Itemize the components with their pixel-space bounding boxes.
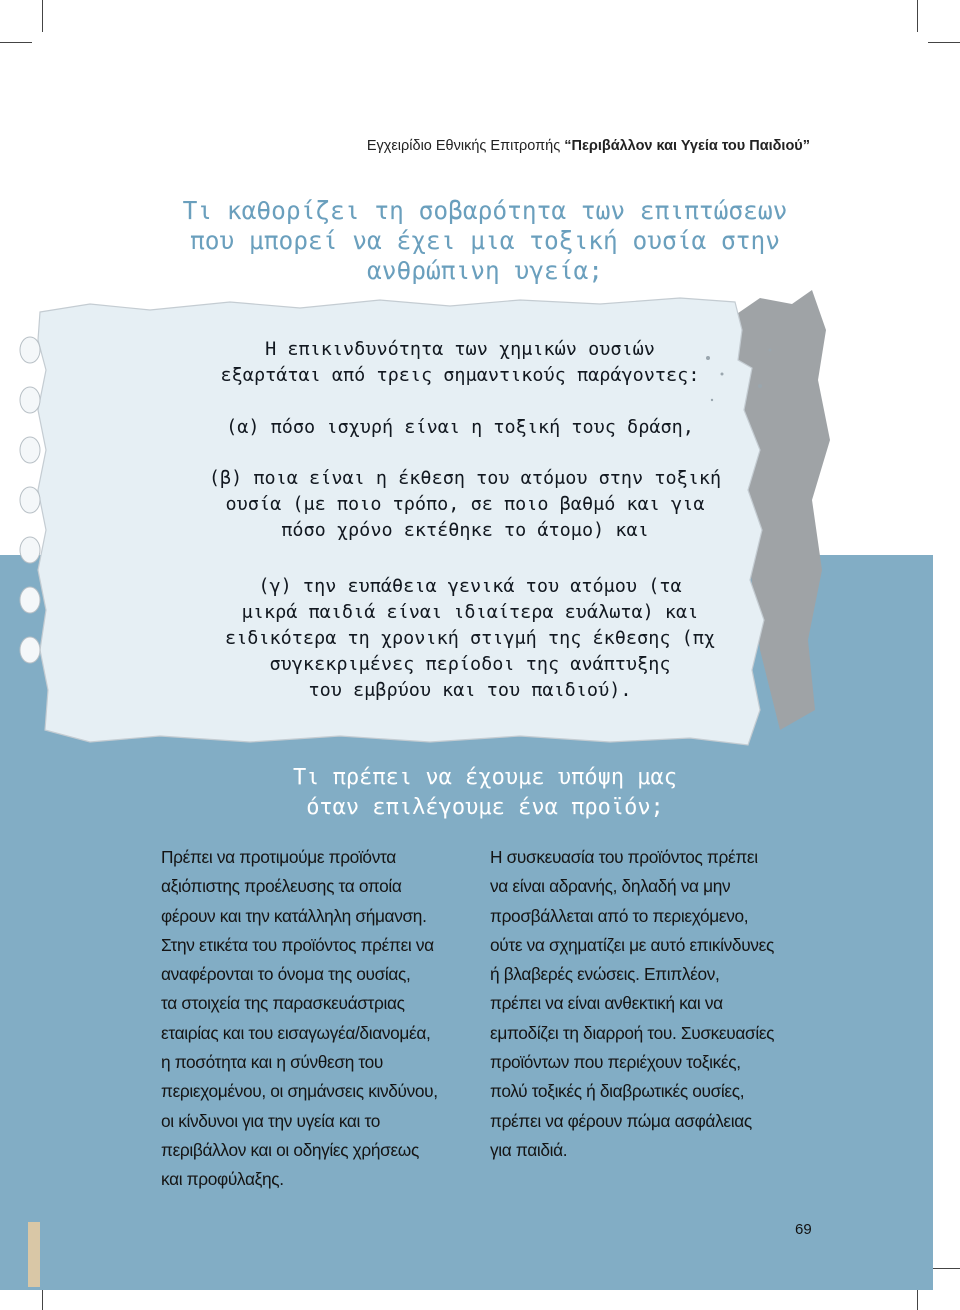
running-header-prefix: Εγχειρίδιο Εθνικής Επιτροπής bbox=[366, 138, 565, 154]
note-factor-b: (β) ποια είναι η έκθεση του ατόμου στην τοξική ουσία (με ποιο τρόπο, σε ποιο βαθμό και για πόσο χρόνο εκτέθηκε το άτομο) και bbox=[208, 468, 722, 541]
crop-mark bbox=[42, 0, 43, 32]
column-right: Η συσκευασία του προϊόντος πρέπει να είναι αδρανής, δηλαδή να μην προσβάλλεται από το περιεχόμενο, ούτε να σχηματίζει με αυτό επικίνδυνες ή βλαβερές ενώσεις. Επιπλέον, πρέπει να είναι ανθεκτική και να εμποδίζει τη διαρροή του. Συσκευασίες προϊόντων που περιέχουν τοξικές, πολύ τοξικές ή διαβρωτικές ουσίες, πρέπει να φέρουν πώμα ασφάλειας για παιδιά. bbox=[490, 847, 775, 1160]
crop-mark bbox=[0, 42, 32, 43]
note-factor-a: (α) πόσο ισχυρή είναι η τοξική τους δράση, bbox=[226, 417, 694, 438]
page-number: 69 bbox=[795, 1221, 812, 1238]
running-header bbox=[300, 138, 810, 154]
main-title: Τι καθορίζει τη σοβαρότητα των επιπτώσεων που μπορεί να έχει μια τοξική ουσία στην ανθρώπινη υγεία; bbox=[182, 196, 788, 285]
crop-mark bbox=[928, 42, 960, 43]
binding-holes bbox=[20, 337, 40, 663]
decorative-strip bbox=[28, 1222, 40, 1287]
note-factor-c: (γ) την ευπάθεια γενικά του ατόμου (τα μικρά παιδιά είναι ιδιαίτερα ευάλωτα) και ειδικότερα τη χρονική στιγμή της έκθεσης (πχ συγκεκριμένες περίοδοι της ανάπτυξης του εμβρύου και του παιδιού). bbox=[224, 576, 716, 701]
section-title: Τι πρέπει να έχουμε υπόψη μας όταν επιλέγουμε ένα προϊόν; bbox=[292, 765, 678, 820]
crop-mark bbox=[917, 0, 918, 32]
note-intro: Η επικινδυνότητα των χημικών ουσιών εξαρτάται από τρεις σημαντικούς παράγοντες: bbox=[220, 339, 700, 386]
column-left: Πρέπει να προτιμούμε προϊόντα αξιόπιστης προέλευσης τα οποία φέρουν και την κατάλληλη σήμανση. Στην ετικέτα του προϊόντος πρέπει να αναφέρονται το όνομα της ουσίας, τα στοιχεία της παρασκευάστριας εταιρίας και του εισαγωγέα/διανομέα, η ποσότητα και η σύνθεση του περιεχομένου, οι σημάνσεις κινδύνου, οι κίνδυνοι για την υγεία και το περιβάλλον και οι οδηγίες χρήσεως και προφύλαξης. bbox=[161, 847, 438, 1190]
running-header-title: “Περιβάλλον και Υγεία του Παιδιού” bbox=[564, 138, 810, 154]
